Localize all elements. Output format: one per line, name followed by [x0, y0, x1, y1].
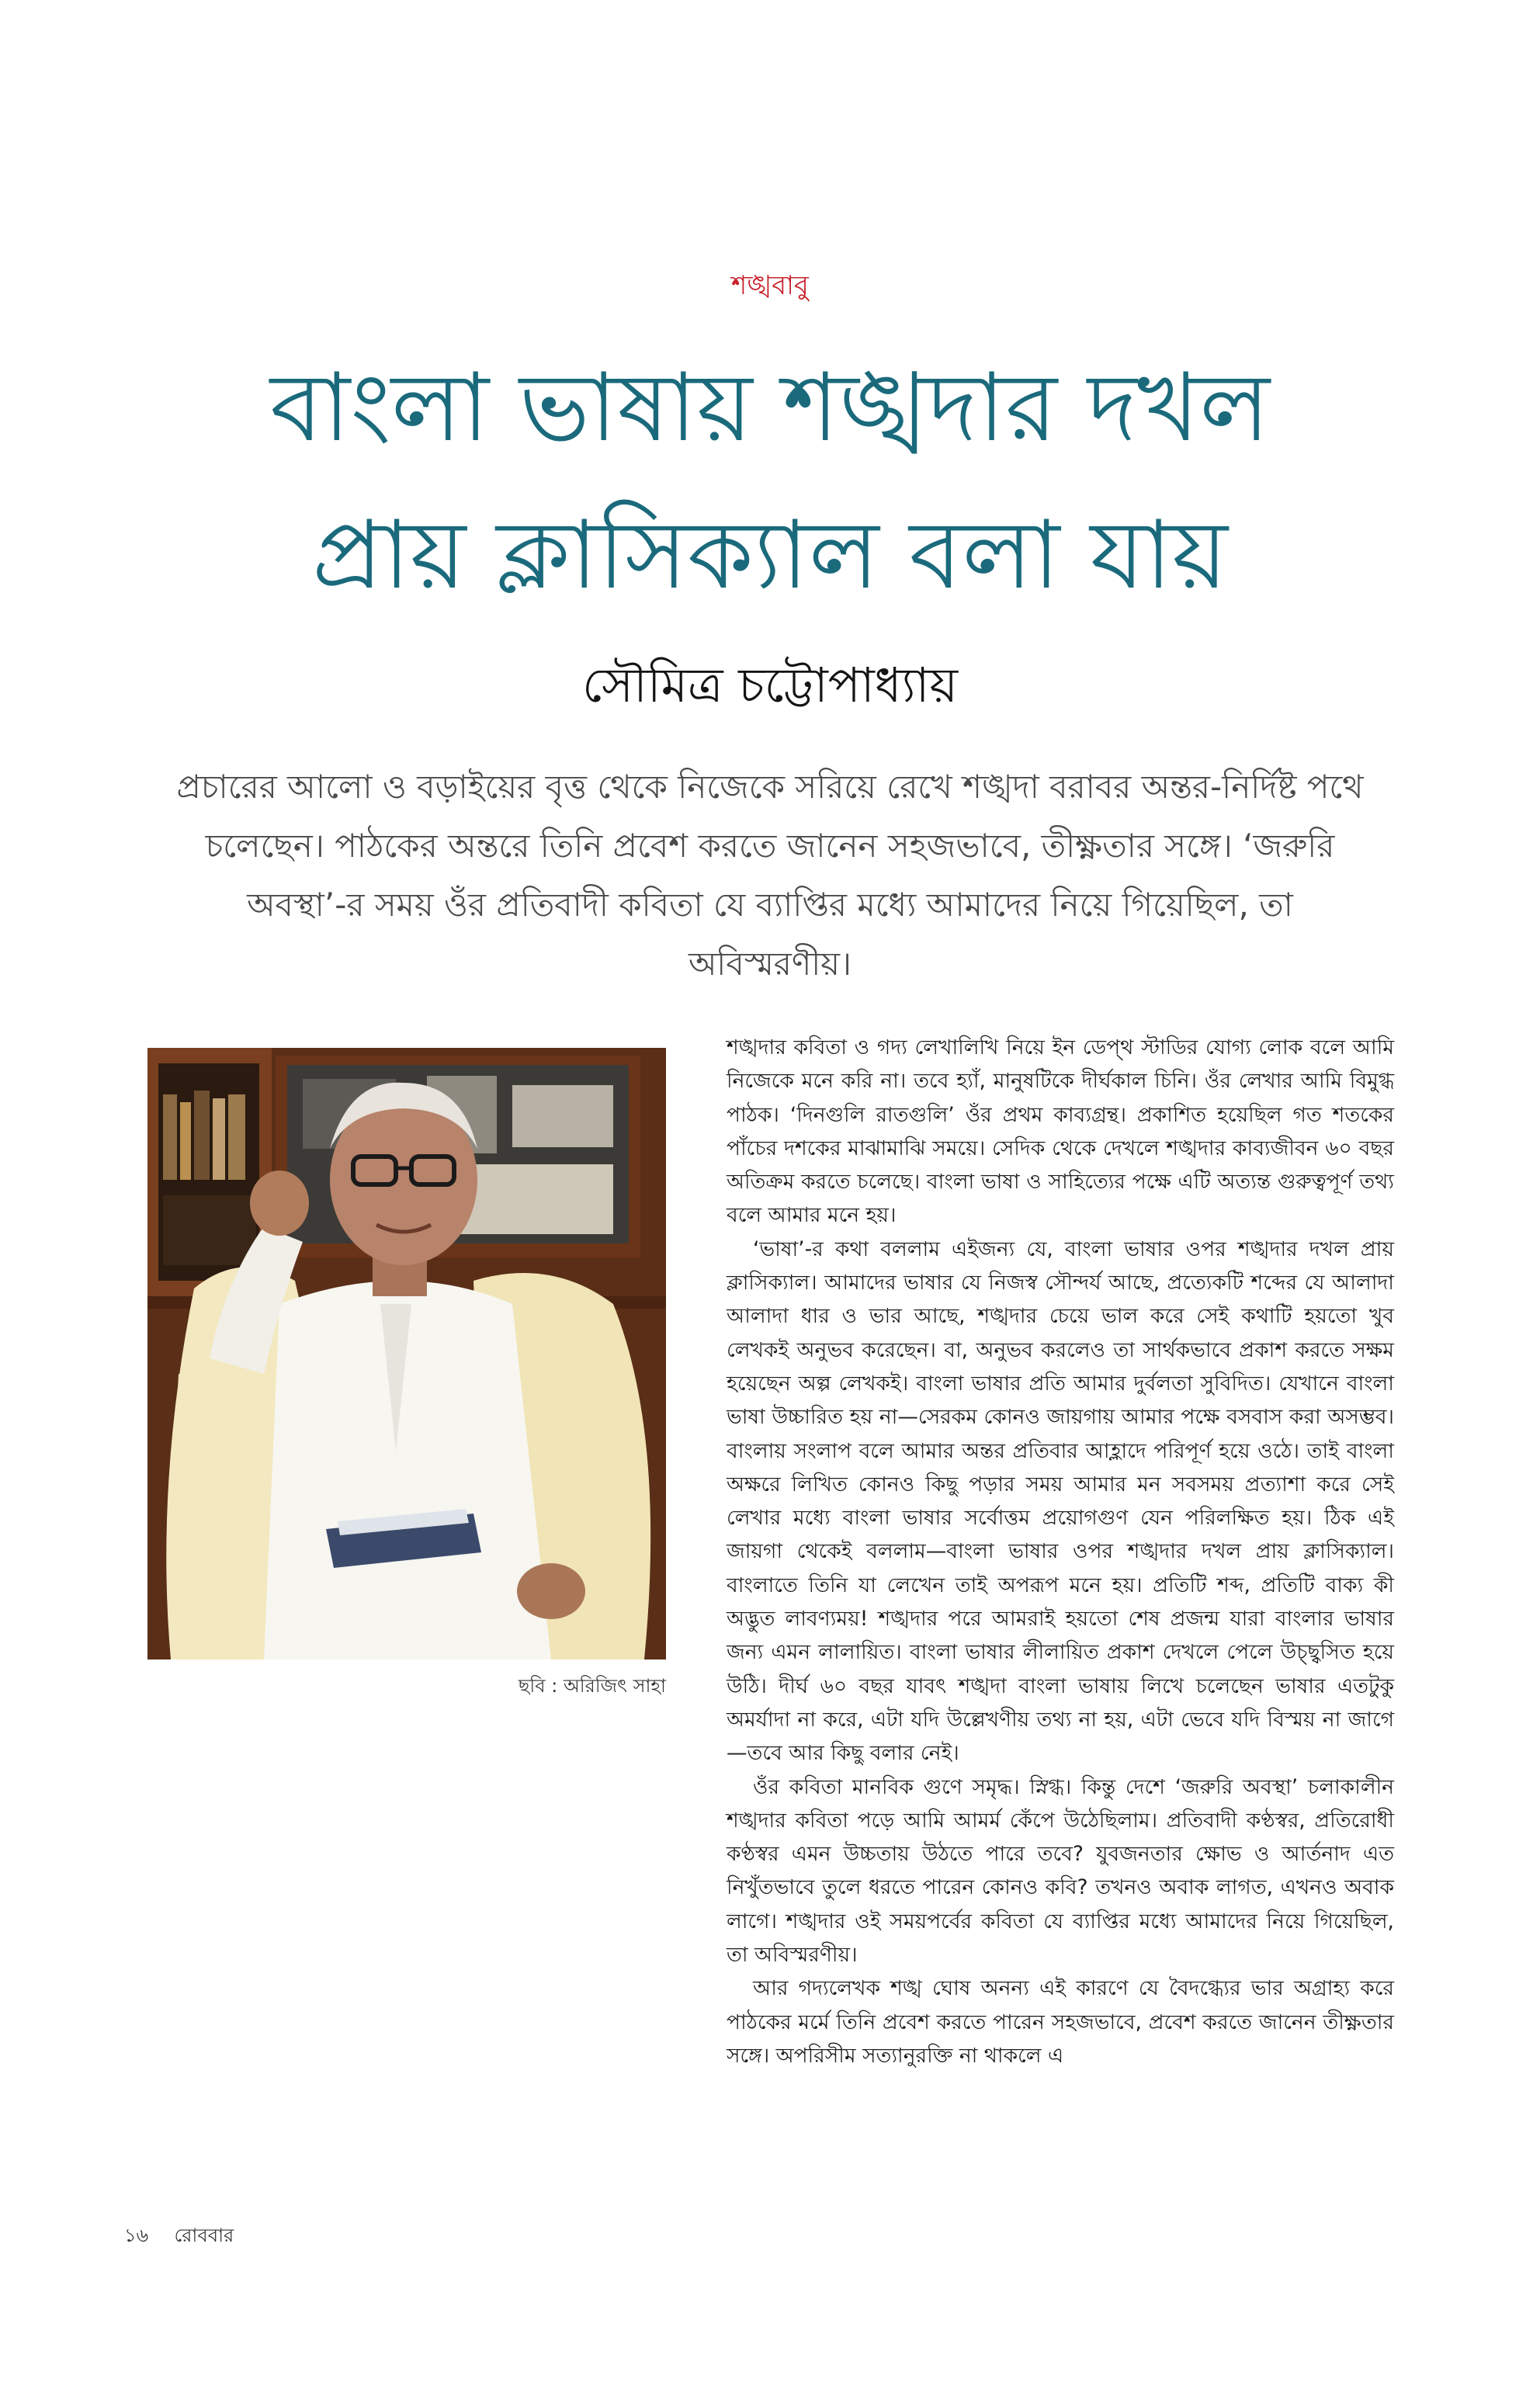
author-byline: সৌমিত্র চট্টোপাধ্যায়	[581, 657, 959, 713]
body-paragraph: শঙ্খদার কবিতা ও গদ্য লেখালিখি নিয়ে ইন ডেপ্থ স্টাডির যোগ্য লোক বলে আমি নিজেকে মনে করি না। তবে হ্যাঁ, মানুষটিকে দীর্ঘকাল চিনি। ওঁর লেখার আমি বিমুগ্ধ পাঠক। ‘দিনগুলি রাতগুলি’ ওঁর প্রথম কাব্যগ্রন্থ। প্রকাশিত হয়েছিল গত শতকের পাঁচের দশকের মাঝামাঝি সময়ে। সেদিক থেকে দেখলে শঙ্খদার কাব্যজীবন ৬০ বছর অতিক্রম করতে চলেছে। বাংলা ভাষা ও সাহিত্যের পক্ষে এটি অত্যন্ত গুরুত্বপূর্ণ তথ্য বলে আমার মনে হয়।	[727, 1035, 1394, 1228]
magazine-name: রোববার	[174, 2225, 234, 2246]
intro-standfirst: প্রচারের আলো ও বড়াইয়ের বৃত্ত থেকে নিজেকে সরিয়ে রেখে শঙ্খদা বরাবর অন্তর-নির্দিষ্ট পথে চলেছেন। পাঠকের অন্তরে তিনি প্রবেশ করতে জানেন সহজভাবে, তীক্ষ্ণতার সঙ্গে। ‘জরুরি অবস্থা’-র সময় ওঁর প্রতিবাদী কবিতা যে ব্যাপ্তির মধ্যে আমাদের নিয়ে গিয়েছিল, তা অবিস্মরণীয়।	[176, 768, 1364, 983]
author-photo	[147, 1048, 666, 1659]
portrait-illustration	[147, 1048, 666, 1659]
page-footer	[124, 2221, 234, 2253]
body-paragraph: ‘ভাষা’-র কথা বললাম এইজন্য যে, বাংলা ভাষার ওপর শঙ্খদার দখল প্রায় ক্লাসিক্যাল। আমাদের ভাষার যে নিজস্ব সৌন্দর্য আছে, প্রত্যেকটি শব্দের যে আলাদা আলাদা ধার ও ভার আছে, শঙ্খদার চেয়ে ভাল করে সেই কথাটি হয়তো খুব লেখকই অনুভব করেছেন। বা, অনুভব করলেও তা সার্থকভাবে প্রকাশ করতে সক্ষম হয়েছেন অল্প লেখকই। বাংলা ভাষার প্রতি আমার দুর্বলতা সুবিদিত। যেখানে বাংলা ভাষা উচ্চারিত হয় না—সেরকম কোনও জায়গায় আমার পক্ষে বসবাস করা অসম্ভব। বাংলায় সংলাপ বলে আমার অন্তর প্রতিবার আহ্লাদে পরিপূর্ণ হয়ে ওঠে। তাই বাংলা অক্ষরে লিখিত কোনও কিছু পড়ার সময় আমার মন সবসময় প্রত্যাশা করে সেই লেখার মধ্যে বাংলা ভাষার সর্বোত্তম প্রয়োগগুণ যেন পরিলক্ষিত হয়। ঠিক এই জায়গা থেকেই বললাম—বাংলা ভাষার ওপর শঙ্খদার দখল প্রায় ক্লাসিক্যাল। বাংলাতে তিনি যা লেখেন তাই অপরূপ মনে হয়। প্রতিটি শব্দ, প্রতিটি বাক্য কী অদ্ভুত লাবণ্যময়! শঙ্খদার পরে আমরাই হয়তো শেষ প্রজন্ম যারা বাংলার ভাষার জন্য এমন লালায়িত। বাংলা ভাষার লীলায়িত প্রকাশ দেখলে পেলে উচ্ছ্বসিত হয়ে উঠি। দীর্ঘ ৬০ বছর যাবৎ শঙ্খদা বাংলা ভাষায় লিখে চলেছেন ভাষার এতটুকু অমর্যাদা না করে, এটা যদি উল্লেখণীয় তথ্য না হয়, এটা ভেবে যদি বিস্ময় না জাগে—তবে আর কিছু বলার নেই।	[727, 1236, 1394, 1766]
page-number: ১৬	[124, 2225, 149, 2246]
section-kicker: শঙ্খবাবু	[731, 270, 809, 301]
article-body	[727, 1031, 1394, 2072]
body-paragraph: ওঁর কবিতা মানবিক গুণে সমৃদ্ধ। স্নিগ্ধ। কিন্তু দেশে ‘জরুরি অবস্থা’ চলাকালীন শঙ্খদার কবিতা পড়ে আমি আমর্ম কেঁপে উঠেছিলাম। প্রতিবাদী কণ্ঠস্বর, প্রতিরোধী কণ্ঠস্বর এমন উচ্চতায় উঠতে পারে তবে? যুবজনতার ক্ষোভ ও আর্তনাদ এত নিখুঁতভাবে তুলে ধরতে পারেন কোনও কবি? তখনও অবাক লাগত, এখনও অবাক লাগে। শঙ্খদার ওই সময়পর্বের কবিতা যে ব্যাপ্তির মধ্যে আমাদের নিয়ে গিয়েছিল, তা অবিস্মরণীয়।	[727, 1774, 1394, 1968]
body-paragraph: আর গদ্যলেখক শঙ্খ ঘোষ অনন্য এই কারণে যে বৈদগ্ধ্যের ভার অগ্রাহ্য করে পাঠকের মর্মে তিনি প্রবেশ করতে পারেন সহজভাবে, প্রবেশ করতে জানেন তীক্ষ্ণতার সঙ্গে। অপরিসীম সত্যানুরক্তি না থাকলে এ	[727, 1976, 1394, 2068]
photo-credit: ছবি : অরিজিৎ সাহা	[518, 1675, 666, 1697]
headline-line-1: বাংলা ভাষায় শঙ্খদার দখল	[270, 352, 1270, 463]
headline	[109, 334, 1431, 629]
headline-line-2: প্রায় ক্লাসিক্যাল বলা যায়	[312, 500, 1228, 610]
